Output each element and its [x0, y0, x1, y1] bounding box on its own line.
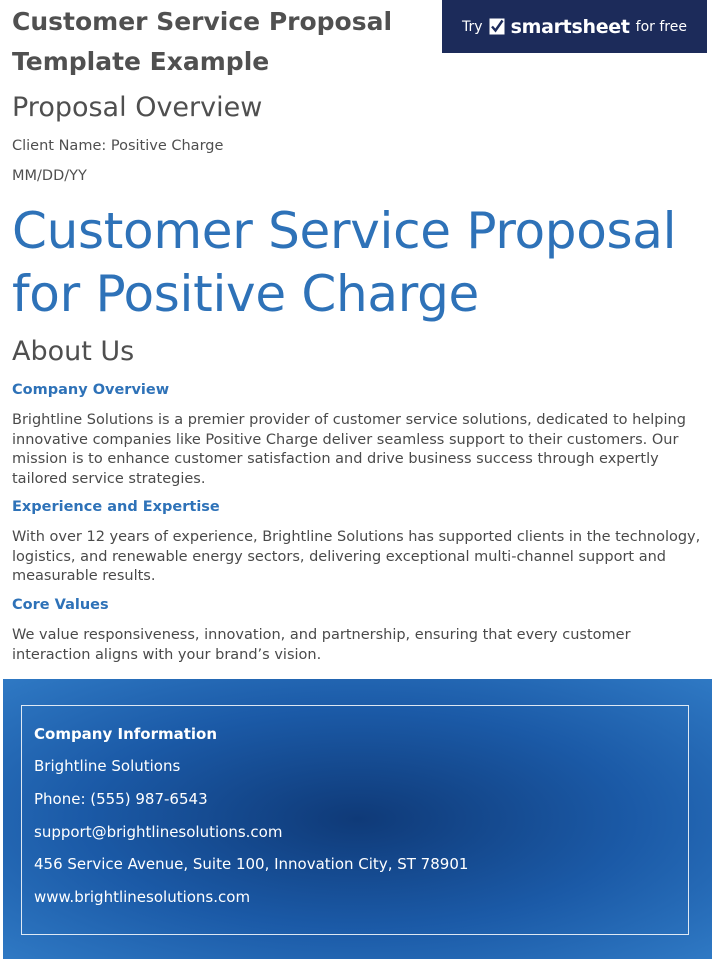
proposal-date: MM/DD/YY [12, 168, 87, 184]
about-us-heading: About Us [12, 336, 135, 367]
company-website: www.brightlinesolutions.com [34, 888, 251, 906]
company-phone: Phone: (555) 987-6543 [34, 790, 208, 808]
cta-try-label: Try [462, 18, 483, 35]
company-overview-heading: Company Overview [12, 382, 170, 398]
company-info-panel [3, 679, 712, 959]
core-values-heading: Core Values [12, 597, 109, 613]
company-info-box [21, 705, 689, 935]
core-values-text: We value responsiveness, innovation, and partnership, ensuring that every customer interaction aligns with your brand’s vision. [12, 627, 631, 663]
experience-heading: Experience and Expertise [12, 499, 220, 515]
company-email: support@brightlinesolutions.com [34, 823, 283, 841]
cta-brand-label: smartsheet [510, 15, 630, 38]
company-info-heading: Company Information [34, 725, 218, 743]
company-overview-text: Brightline Solutions is a premier provider of customer service solutions, dedicated to helping innovative companies like Positive Charge deliver seamless support to their customers. Our mission is to enhance customer satisfaction and drive business success through expertly tailored service strategies. [12, 412, 686, 487]
proposal-title: Customer Service Proposal for Positive Charge [12, 202, 677, 323]
experience-text: With over 12 years of experience, Brightline Solutions has supported clients in the technology, logistics, and renewable energy sectors, delivering exceptional multi-channel support and measurable results. [12, 529, 701, 585]
checkmark-logo-icon [489, 18, 505, 35]
client-name: Client Name: Positive Charge [12, 138, 224, 154]
try-smartsheet-button[interactable] [442, 0, 707, 53]
cta-free-label: for free [635, 18, 687, 35]
page-heading: Customer Service Proposal Template Example [12, 7, 393, 76]
proposal-overview-heading: Proposal Overview [12, 92, 263, 123]
company-address: 456 Service Avenue, Suite 100, Innovation City, ST 78901 [34, 855, 469, 873]
company-name: Brightline Solutions [34, 757, 181, 775]
